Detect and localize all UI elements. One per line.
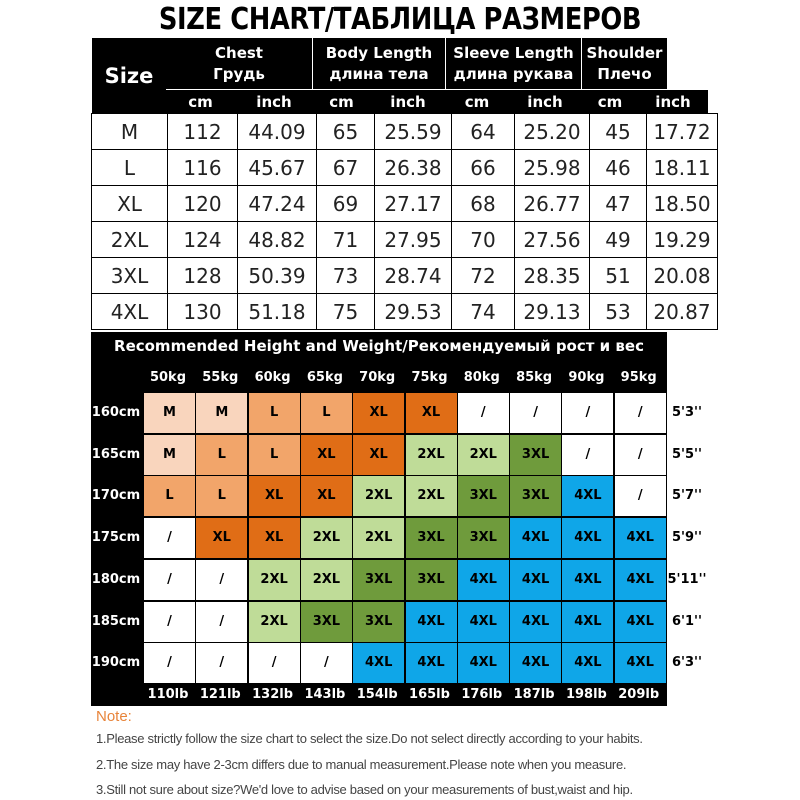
weight-kg-label: 50kg <box>149 370 187 385</box>
size-row <box>92 150 718 186</box>
recommend-cell: / <box>615 435 666 475</box>
note-line: 3.Still not sure about size?We'd love to advise based on your measurements of bust,waist and hip. <box>96 782 633 797</box>
size-row <box>92 222 718 258</box>
height-cm-label: 170cm <box>91 488 141 504</box>
size-row <box>92 114 718 150</box>
recommend-cell: 4XL <box>458 560 509 600</box>
recommend-cell: / <box>144 560 195 600</box>
height-ft-label: 5'9'' <box>671 530 703 546</box>
recommend-cell: 3XL <box>353 560 404 600</box>
height-cm-label: 175cm <box>91 530 141 546</box>
measurement-group-header <box>166 38 313 90</box>
measurement-cell: 69 <box>317 186 375 222</box>
height-cm-label: 180cm <box>91 571 141 587</box>
recommend-cell: L <box>249 393 300 433</box>
measurement-cell: 53 <box>590 294 647 330</box>
weight-lb-label: 187lb <box>513 687 555 702</box>
weight-lb-label: 143lb <box>304 687 346 702</box>
measurement-cell: 27.56 <box>515 222 590 258</box>
recommend-cell: 3XL <box>406 518 457 558</box>
measurement-cell: 70 <box>452 222 515 258</box>
weight-kg-label: 80kg <box>463 370 500 385</box>
recommend-cell: 4XL <box>510 602 561 642</box>
weight-lb-label: 198lb <box>565 687 607 702</box>
measurement-cell: 25.20 <box>515 114 590 150</box>
recommend-cell: / <box>144 602 195 642</box>
recommend-cell: 2XL <box>406 476 457 516</box>
recommend-cell: XL <box>353 393 404 433</box>
group-label-en: Chest <box>215 44 263 62</box>
recommend-cell: / <box>196 602 247 642</box>
measurement-cell: 50.39 <box>238 258 317 294</box>
recommend-cell: / <box>562 435 613 475</box>
measurement-group-header <box>446 38 582 90</box>
measurement-cell: 74 <box>452 294 515 330</box>
recommend-cell: 4XL <box>510 518 561 558</box>
weight-lb-label: 176lb <box>461 687 503 702</box>
recommend-cell: M <box>144 393 195 433</box>
recommend-cell: XL <box>249 476 300 516</box>
height-ft-label: 5'5'' <box>671 446 703 462</box>
height-ft-label: 6'3'' <box>671 655 703 671</box>
recommend-cell: 2XL <box>249 602 300 642</box>
recommend-cell: 2XL <box>301 560 352 600</box>
measurement-cell: 26.38 <box>375 150 452 186</box>
measurement-cell: 44.09 <box>238 114 317 150</box>
recommend-cell: / <box>144 643 195 683</box>
weight-kg-label: 90kg <box>568 370 605 385</box>
measurement-cell: 28.35 <box>515 258 590 294</box>
recommend-cell: M <box>144 435 195 475</box>
recommend-cell: 3XL <box>510 435 561 475</box>
recommend-cell: 4XL <box>615 518 666 558</box>
recommend-cell: 4XL <box>458 602 509 642</box>
note-line: 2.The size may have 2-3cm differs due to manual measurement.Please note when you measure. <box>96 757 627 772</box>
recommend-cell: 4XL <box>615 602 666 642</box>
size-label: XL <box>92 186 168 222</box>
weight-kg-label: 95kg <box>620 370 657 385</box>
recommend-cell: L <box>144 476 195 516</box>
group-label-ru: Грудь <box>213 65 265 83</box>
recommend-cell: L <box>196 435 247 475</box>
measurement-cell: 72 <box>452 258 515 294</box>
weight-kg-label: 75kg <box>411 370 448 385</box>
recommend-cell: 2XL <box>353 476 404 516</box>
weight-kg-label: 70kg <box>359 370 396 385</box>
weight-lb-label: 110lb <box>147 687 189 702</box>
recommend-cell: 3XL <box>458 476 509 516</box>
recommend-cell: 4XL <box>510 560 561 600</box>
recommend-cell: / <box>301 643 352 683</box>
size-label: L <box>92 150 168 186</box>
recommend-cell: 3XL <box>406 560 457 600</box>
recommend-cell: 3XL <box>510 476 561 516</box>
recommend-cell: 4XL <box>562 518 613 558</box>
unit-header: cm <box>313 90 371 113</box>
size-row <box>92 294 718 330</box>
measurement-cell: 20.08 <box>647 258 718 294</box>
unit-header: inch <box>370 90 447 113</box>
measurement-cell: 45.67 <box>238 150 317 186</box>
recommend-cell: 3XL <box>458 518 509 558</box>
size-label: 3XL <box>92 258 168 294</box>
note-heading: Note: <box>96 708 132 725</box>
size-label: 2XL <box>92 222 168 258</box>
height-cm-label: 185cm <box>91 613 141 629</box>
measurement-cell: 124 <box>168 222 238 258</box>
recommend-cell: 4XL <box>510 643 561 683</box>
unit-header: inch <box>508 90 583 113</box>
height-cm-label: 165cm <box>91 446 141 462</box>
recommend-cell: 4XL <box>562 643 613 683</box>
measurement-cell: 17.72 <box>647 114 718 150</box>
recommend-cell: 2XL <box>301 518 352 558</box>
measurement-cell: 67 <box>317 150 375 186</box>
recommend-cell: 4XL <box>615 643 666 683</box>
weight-kg-label: 85kg <box>516 370 553 385</box>
measurement-cell: 64 <box>452 114 515 150</box>
recommend-cell: 4XL <box>615 560 666 600</box>
recommend-cell: 4XL <box>562 560 613 600</box>
recommend-cell: XL <box>406 393 457 433</box>
unit-header: inch <box>235 90 314 113</box>
measurement-cell: 18.11 <box>647 150 718 186</box>
measurement-cell: 120 <box>168 186 238 222</box>
recommend-cell: 3XL <box>301 602 352 642</box>
recommend-cell: 4XL <box>406 643 457 683</box>
recommend-cell: 2XL <box>406 435 457 475</box>
measurement-cell: 71 <box>317 222 375 258</box>
note-line: 1.Please strictly follow the size chart to select the size.Do not select directly according to your habits. <box>96 731 643 746</box>
recommend-cell: / <box>249 643 300 683</box>
weight-lb-label: 154lb <box>356 687 398 702</box>
recommend-cell: / <box>615 476 666 516</box>
recommend-cell: 4XL <box>562 476 613 516</box>
size-label: M <box>92 114 168 150</box>
recommend-cell: XL <box>353 435 404 475</box>
measurement-cell: 28.74 <box>375 258 452 294</box>
page-title: SIZE CHART/ТАБЛИЦА РАЗМЕРОВ <box>158 2 642 37</box>
size-column-header: Size <box>92 38 167 113</box>
recommend-cell: 2XL <box>458 435 509 475</box>
measurement-cell: 116 <box>168 150 238 186</box>
measurement-cell: 29.13 <box>515 294 590 330</box>
recommend-cell: 2XL <box>353 518 404 558</box>
unit-header: cm <box>582 90 639 113</box>
measurement-cell: 128 <box>168 258 238 294</box>
measurement-cell: 20.87 <box>647 294 718 330</box>
measurement-cell: 75 <box>317 294 375 330</box>
group-label-en: Sleeve Length <box>453 44 574 62</box>
group-label-ru: длина тела <box>329 65 429 83</box>
recommend-cell: XL <box>249 518 300 558</box>
measurement-cell: 47.24 <box>238 186 317 222</box>
recommend-cell: L <box>196 476 247 516</box>
measurement-cell: 68 <box>452 186 515 222</box>
height-cm-label: 160cm <box>91 405 141 420</box>
recommend-cell: / <box>196 643 247 683</box>
size-table <box>91 113 718 330</box>
measurement-cell: 27.95 <box>375 222 452 258</box>
weight-lb-label: 121lb <box>199 687 241 702</box>
recommend-cell: / <box>196 560 247 600</box>
measurement-cell: 51 <box>590 258 647 294</box>
weight-kg-label: 55kg <box>202 370 239 385</box>
measurement-cell: 65 <box>317 114 375 150</box>
recommend-cell: L <box>249 435 300 475</box>
measurement-cell: 26.77 <box>515 186 590 222</box>
size-label: 4XL <box>92 294 168 330</box>
measurement-cell: 112 <box>168 114 238 150</box>
measurement-cell: 73 <box>317 258 375 294</box>
measurement-cell: 25.98 <box>515 150 590 186</box>
size-row <box>92 186 718 222</box>
recommend-cell: / <box>458 393 509 433</box>
unit-header: cm <box>166 90 236 113</box>
recommend-cell: XL <box>196 518 247 558</box>
unit-header: inch <box>638 90 709 113</box>
recommend-cell: 3XL <box>353 602 404 642</box>
measurement-cell: 51.18 <box>238 294 317 330</box>
recommend-cell: M <box>196 393 247 433</box>
unit-header: cm <box>446 90 509 113</box>
recommend-cell: XL <box>301 435 352 475</box>
group-label-en: Shoulder <box>586 44 663 62</box>
group-label-en: Body Length <box>325 44 433 62</box>
measurement-cell: 47 <box>590 186 647 222</box>
weight-lb-label: 165lb <box>409 687 450 702</box>
measurement-cell: 19.29 <box>647 222 718 258</box>
measurement-cell: 29.53 <box>375 294 452 330</box>
recommend-cell: / <box>615 393 666 433</box>
measurement-cell: 130 <box>168 294 238 330</box>
measurement-cell: 27.17 <box>375 186 452 222</box>
group-label-ru: длина рукава <box>453 65 574 83</box>
recommend-cell: 4XL <box>458 643 509 683</box>
recommend-cell: / <box>144 518 195 558</box>
measurement-group-header <box>582 38 668 90</box>
height-ft-label: 5'11'' <box>667 571 707 587</box>
recommend-cell: XL <box>301 476 352 516</box>
group-label-ru: Плечо <box>597 65 652 83</box>
measurement-cell: 48.82 <box>238 222 317 258</box>
recommend-cell: L <box>301 393 352 433</box>
recommend-cell: 4XL <box>406 602 457 642</box>
height-ft-label: 5'7'' <box>671 488 703 504</box>
measurement-cell: 18.50 <box>647 186 718 222</box>
height-cm-label: 190cm <box>91 655 141 671</box>
weight-kg-label: 60kg <box>254 370 291 385</box>
measurement-cell: 49 <box>590 222 647 258</box>
weight-kg-label: 65kg <box>306 370 343 385</box>
size-row <box>92 258 718 294</box>
measurement-cell: 66 <box>452 150 515 186</box>
recommend-cell: 4XL <box>562 602 613 642</box>
measurement-cell: 25.59 <box>375 114 452 150</box>
recommend-cell: 4XL <box>353 643 404 683</box>
weight-lb-label: 209lb <box>618 687 660 702</box>
measurement-cell: 45 <box>590 114 647 150</box>
recommend-cell: 2XL <box>249 560 300 600</box>
recommendation-title: Recommended Height and Weight/Рекомендуемый рост и вес <box>114 337 644 355</box>
recommend-cell: / <box>510 393 561 433</box>
measurement-cell: 46 <box>590 150 647 186</box>
weight-lb-label: 132lb <box>252 687 294 702</box>
measurement-group-header <box>313 38 446 90</box>
recommend-cell: / <box>562 393 613 433</box>
height-ft-label: 5'3'' <box>671 405 703 420</box>
height-ft-label: 6'1'' <box>671 613 703 629</box>
